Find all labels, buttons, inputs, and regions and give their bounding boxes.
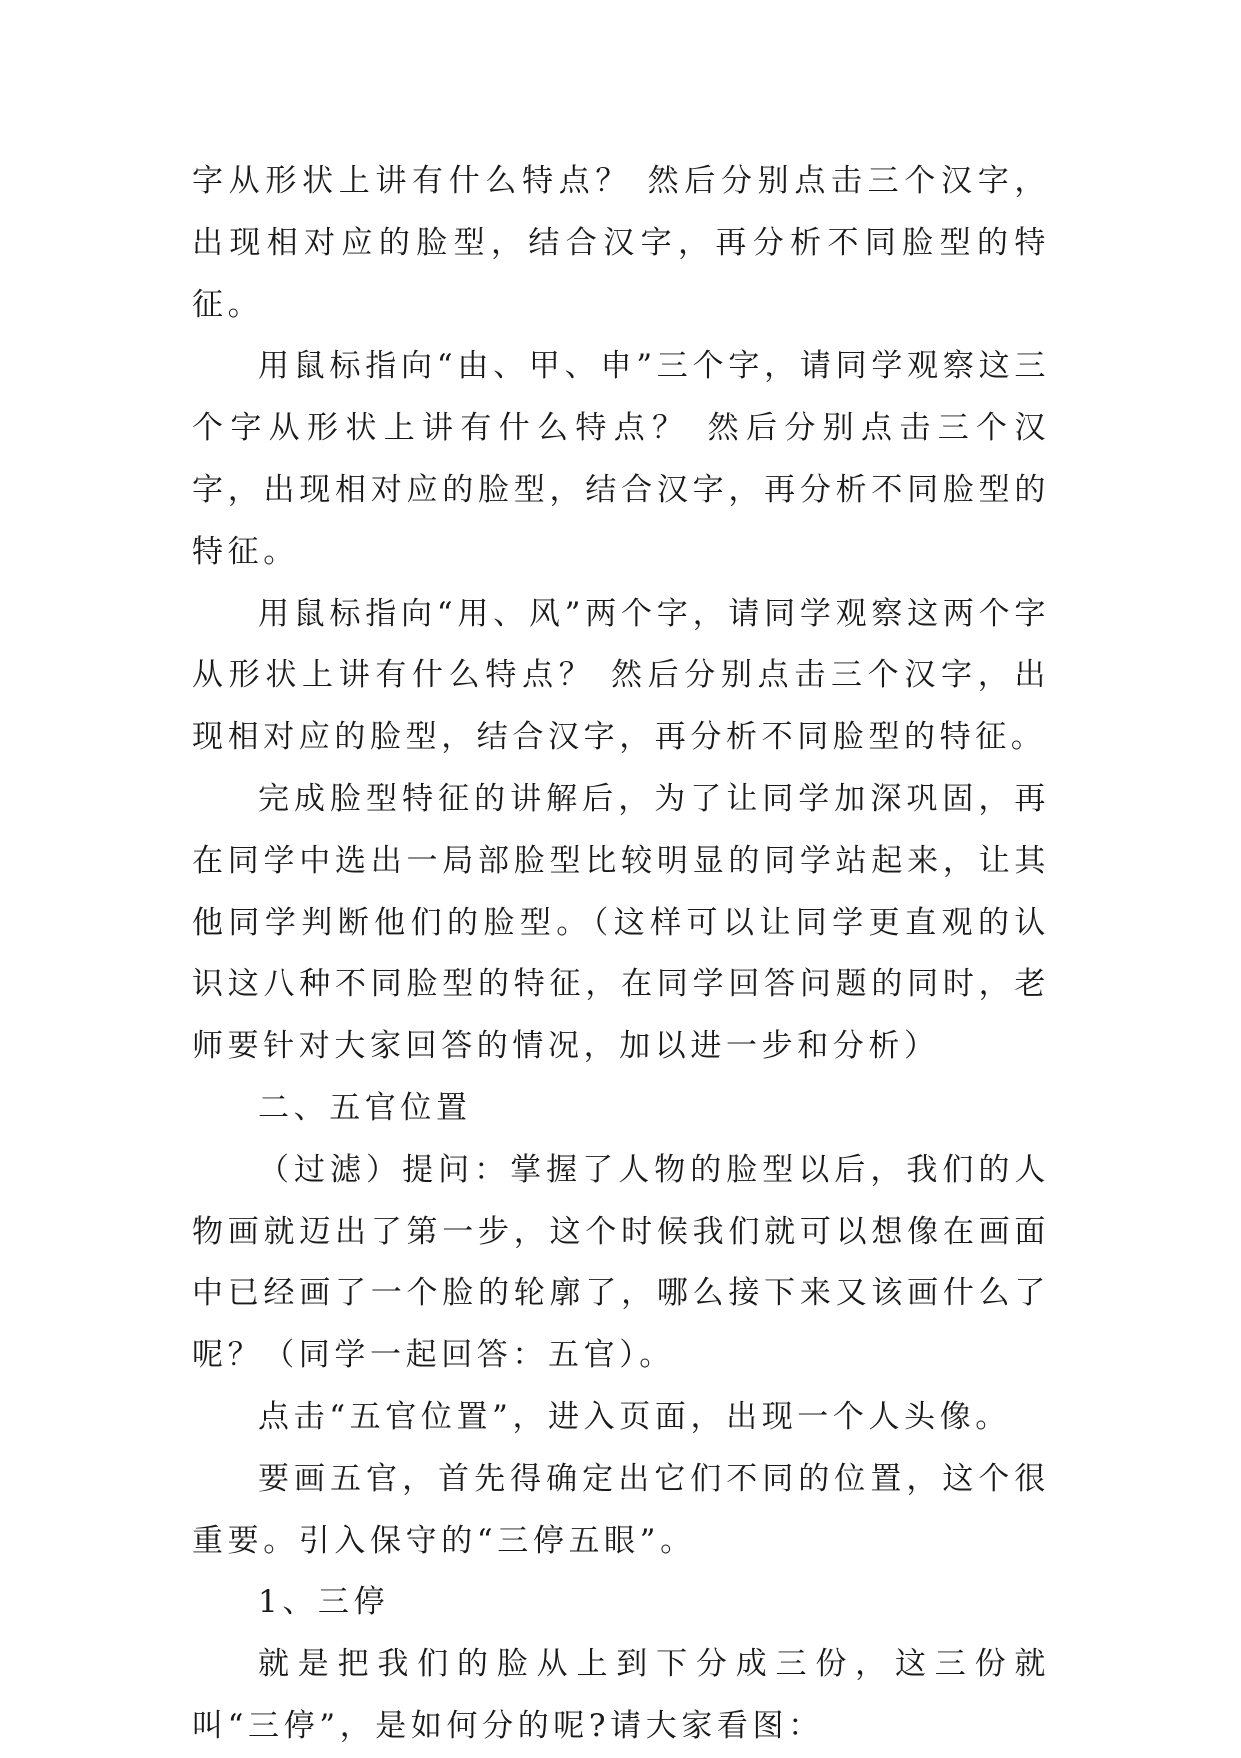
paragraph-three-five-rule: 要画五官，首先得确定出它们不同的位置，这个很重要。引入保守的“三停五眼”。	[192, 1460, 1050, 1559]
paragraph-yong-feng: 用鼠标指向“用、风”两个字，请同学观察这两个字从形状上讲有什么特点？ 然后分别点击三个汉字，出现相对应的脸型，结合汉字，再分析不同脸型的特征。	[192, 595, 1050, 756]
paragraph-you-jia-shen: 用鼠标指向“由、甲、申”三个字，请同学观察这三个字从形状上讲有什么特点？ 然后分别点击三个汉字，出现相对应的脸型，结合汉字，再分析不同脸型的特征。	[192, 348, 1050, 570]
subheading-three-sections: 1、三停	[258, 1584, 390, 1621]
paragraph-three-sections-desc: 就是把我们的脸从上到下分成三份，这三份就叫“三停”，是如何分的呢?请大家看图：	[192, 1646, 1050, 1744]
paragraph-face-shape-practice: 完成脸型特征的讲解后，为了让同学加深巩固，再在同学中选出一局部脸型比较明显的同学站起来，让其他同学判断他们的脸型。（这样可以让同学更直观的认识这八种不同脸型的特征，在同学回答问题的同时，老师要针对大家回答的情况，加以进一步和分析）	[192, 780, 1050, 1065]
paragraph-face-shape-continuation: 字从形状上讲有什么特点？ 然后分别点击三个汉字，出现相对应的脸型，结合汉字，再分析不同脸型的特征。	[192, 163, 1050, 323]
section-heading-facial-features: 二、五官位置	[258, 1089, 472, 1126]
document-body	[192, 151, 1050, 1758]
paragraph-click-features: 点击“五官位置”，进入页面，出现一个人头像。	[258, 1398, 1011, 1435]
paragraph-transition-question: （过滤）提问：掌握了人物的脸型以后，我们的人物画就迈出了第一步，这个时候我们就可以想像在画面中已经画了一个脸的轮廓了，哪么接下来又该画什么了呢？（同学一起回答：五官）。	[192, 1151, 1050, 1374]
